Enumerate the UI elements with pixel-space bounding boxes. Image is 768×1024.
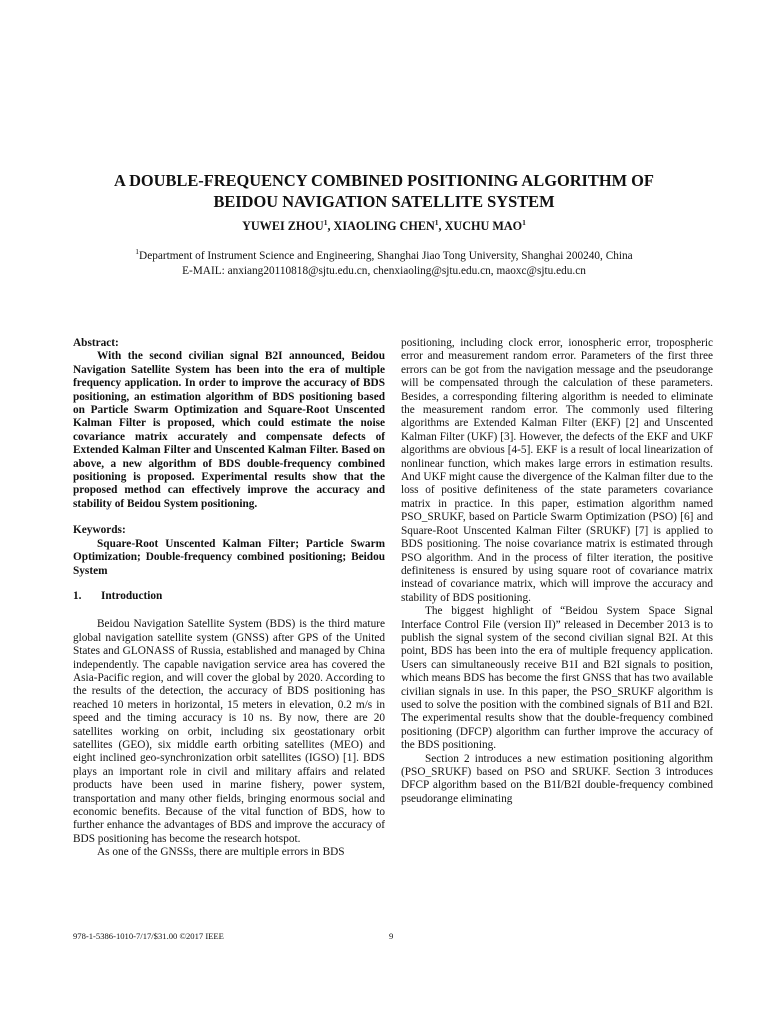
paper-title-line: A DOUBLE-FREQUENCY COMBINED POSITIONING ALGORITHM OF (114, 171, 654, 190)
author-name: XUCHU MAO (444, 219, 523, 233)
author-name: XIAOLING CHEN (333, 219, 435, 233)
author-list (60, 218, 708, 234)
body-paragraph: Beidou Navigation Satellite System (BDS) is the third mature global navigation satellite system (GNSS) after GPS of the United States and GLONASS of Russia, established and managed by China independently. The capable navigation service area has covered the Asia-Pacific region, and will cover the global by 2020. According to the results of the detection, the accuracy of BDS positioning has reached 10 meters in horizontal, 15 meters in elevation, 0.2 m/s in speed and the timing accuracy is 10 ns. By now, there are 20 satellites working on orbit, including six geostationary orbit satellites (GEO), six middle earth orbiting satellites (MEO) and eight inclined geo-synchronization orbit satellites (IGSO) [1]. BDS plays an important role in civil and military affairs and related products have been used in marine fishery, power system, transportation and many other fields, bringing enormous social and economic benefits. Because of the vital function of BDS, how to further enhance the advantages of BDS and improve the accuracy of BDS positioning has become the research hotspot. (73, 618, 385, 845)
keywords-heading: Keywords: (73, 524, 126, 537)
left-column (73, 337, 385, 860)
body-paragraph: Section 2 introduces a new estimation positioning algorithm (PSO_SRUKF) based on PSO and SRUKF. Section 3 introduces DFCP algorithm based on the B1I/B2I double-frequency combined pseudorange eliminating (401, 752, 713, 805)
body-paragraph: As one of the GNSSs, there are multiple errors in BDS (97, 846, 345, 859)
author-separator: , (327, 219, 334, 233)
affiliation-mark: 1 (135, 247, 140, 257)
keywords-text: Square-Root Unscented Kalman Filter; Particle Swarm Optimization; Double-frequency combined positioning; Beidou System (73, 537, 385, 577)
paper-title-line: BEIDOU NAVIGATION SATELLITE SYSTEM (213, 192, 555, 211)
author-affiliation-mark: 1 (323, 217, 328, 227)
author-separator: , (438, 219, 445, 233)
copyright-notice: 978-1-5386-1010-7/17/$31.00 ©2017 IEEE (73, 931, 224, 941)
affiliation-block (60, 249, 708, 278)
abstract-text: With the second civilian signal B2I announced, Beidou Navigation Satellite System has been into the era of multiple frequency application. In order to improve the accuracy of BDS positioning, an estimation algorithm of BDS positioning based on Particle Swarm Optimization and Square-Root Unscented Kalman Filter is proposed, which could estimate the noise covariance matrix accurately and compensate defects of Extended Kalman Filter and Unscented Kalman Filter. Based on above, a new algorithm of BDS double-frequency combined positioning is proposed. Experimental results show that the proposed method can effectively improve the accuracy and stability of Beidou System positioning. (73, 350, 385, 510)
affiliation-line (60, 249, 708, 264)
body-paragraph: The biggest highlight of “Beidou System Space Signal Interface Control File (version II)” released in December 2013 is to publish the signal system of the second civilian signal B2I. At this point, BDS has been into the era of multiple frequency application. Users can simultaneously receive B1I and B2I signals to position, which means BDS has become the first GNSS that has two available civilian signals in use. In this paper, the PSO_SRUKF algorithm is used to solve the position with the combined signals of B1I and B2I. The experimental results show that the double-frequency combined positioning (DFCP) algorithm can further improve the accuracy of the BDS positioning. (401, 605, 713, 752)
paper-title (60, 170, 708, 212)
body-paragraph: positioning, including clock error, ionospheric error, tropospheric error and measurement random error. Parameters of the first three errors can be got from the navigation message and the pseudorange will be compensated through the calculation of these parameters. Besides, a corresponding filtering algorithm is needed to eliminate the measurement random error. The commonly used filtering algorithms are Extended Kalman Filter (EKF) [2] and Unscented Kalman Filter (UKF) [3]. However, the defects of the EKF and UKF algorithms are obvious [4-5]. EKF is a result of local linearization of nonlinear function, which makes large errors in estimation results. And UKF might cause the divergence of the Kalman filter due to the loss of positive definiteness of the state parameters covariance matrix in practice. In this paper, estimation algorithm named PSO_SRUKF, based on Particle Swarm Optimization (PSO) [6] and Square-Root Unscented Kalman Filter (SRUKF) [7] is applied to BDS positioning. The noise covariance matrix is estimated through PSO algorithm. And in the process of filter iteration, the positive definiteness is ensured by using square root of covariance matrix instead of covariance matrix, which will improve the accuracy and stability of BDS positioning. (401, 337, 713, 604)
author-affiliation-mark: 1 (434, 217, 439, 227)
author-name: YUWEI ZHOU (242, 219, 324, 233)
affiliation-text: Department of Instrument Science and Engineering, Shanghai Jiao Tong University, Shanghai 200240, China (139, 250, 633, 262)
section-heading (73, 590, 385, 603)
author-affiliation-mark: 1 (522, 217, 526, 227)
right-column (401, 337, 713, 806)
section-title: Introduction (101, 589, 163, 602)
page-number: 9 (389, 931, 394, 941)
abstract-heading: Abstract: (73, 337, 119, 349)
email-line: E-MAIL: anxiang20110818@sjtu.edu.cn, chenxiaoling@sjtu.edu.cn, maoxc@sjtu.edu.cn (182, 264, 586, 277)
section-number: 1. (73, 589, 82, 602)
